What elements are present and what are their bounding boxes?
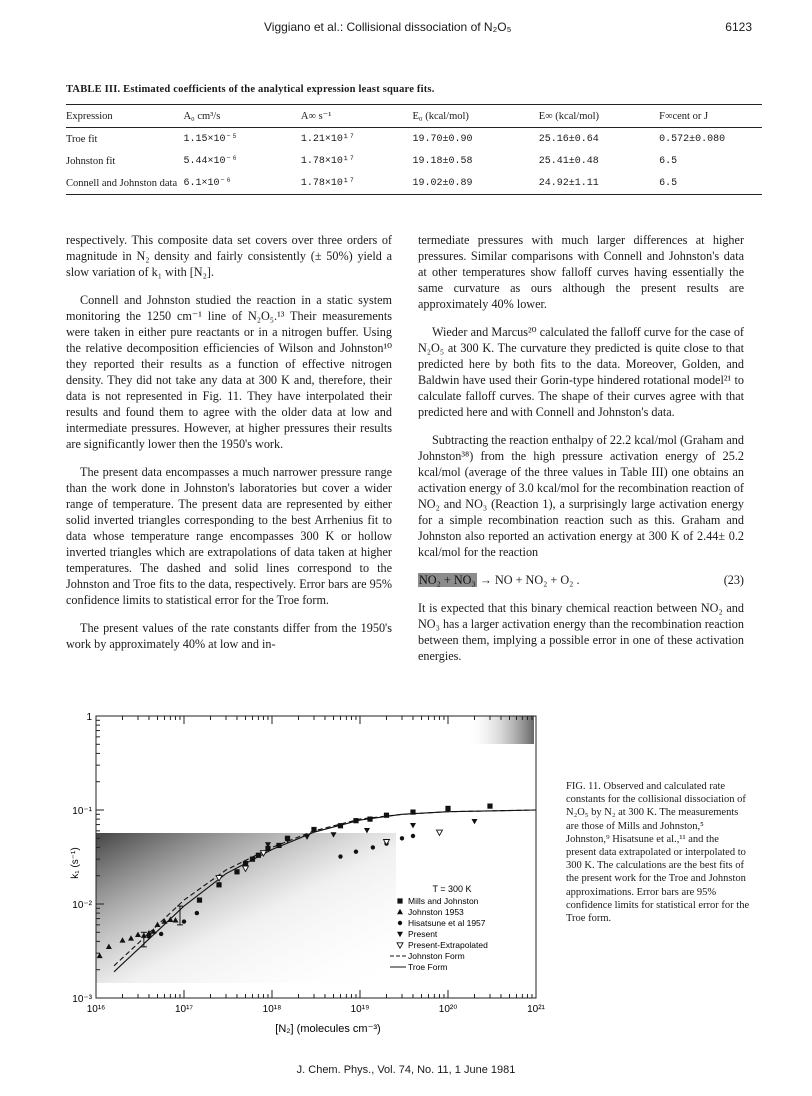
col-header: E₀ (kcal/mol) bbox=[413, 105, 539, 128]
legend-label: Johnston 1953 bbox=[408, 907, 464, 917]
data-point-square bbox=[311, 827, 316, 832]
legend-marker bbox=[397, 898, 402, 903]
legend-label: Present-Extrapolated bbox=[408, 940, 488, 950]
legend-marker bbox=[397, 943, 403, 948]
table-caption: TABLE III. Estimated coefficients of the analytical expression least square fits. bbox=[66, 84, 435, 95]
data-point-square bbox=[445, 806, 450, 811]
figure-11-chart bbox=[66, 708, 558, 1038]
paragraph: termediate pressures with much larger differences at higher pressures. Similar comparisons with Connell and Johnston's data at other temperatures show falloff curves having essentially the same curvature as ours although the present results are approximately 40% lower. bbox=[418, 233, 744, 311]
data-point-square bbox=[338, 823, 343, 828]
table-cell: 19.18±0.58 bbox=[412, 155, 473, 167]
table-cell: 25.16±0.64 bbox=[538, 133, 599, 145]
col-header: E∞ (kcal/mol) bbox=[539, 105, 659, 128]
x-tick-label: 10¹⁸ bbox=[262, 1004, 282, 1015]
paragraph: Connell and Johnston studied the reaction in a static system monitoring the 1250 cm⁻¹ line of N₂O₅.¹³ Their measurements were taken in either pure reactants or in a nitrogen buffer. Using the relative decomposition efficiencies of Wilson and Johnston¹⁰ they reported their results as a function of effective nitrogen density. They did not take any data at 300 K and, therefore, their data is not represented in Fig. 11. They have interpolated their results and found them to agree with the older data at low and intermediate pressures. However, at higher pressures their results are significantly lower then the 1950's work. bbox=[66, 293, 392, 451]
paragraph: The present values of the rate constants differ from the 1950's work by approximately 40% at low and in- bbox=[66, 621, 392, 651]
table-cell: 25.41±0.48 bbox=[538, 155, 599, 167]
data-point-circle bbox=[371, 845, 375, 849]
data-point-square bbox=[410, 809, 415, 814]
data-point-triangle-down bbox=[471, 819, 477, 824]
table-cell: 6.1×10⁻⁶ bbox=[183, 178, 232, 189]
scan-shading bbox=[96, 833, 396, 983]
x-tick-label: 10²¹ bbox=[527, 1004, 545, 1015]
paragraph: Subtracting the reaction enthalpy of 22.2 kcal/mol (Graham and Johnston³⁸) from the high pressure activation energy of 25.2 kcal/mol (average of the three values in Table III) one obtains an activation energy of 3.0 kcal/mol for the recombination reaction of NO₂ and NO₃ (Reaction 1), a surprisingly large activation energy for a simple recombination reaction such as this. Graham and Johnston also reported an activation energy at 300 K of 2.44± 0.2 kcal/mol for the reaction bbox=[418, 433, 744, 559]
x-axis-label: [N₂] (molecules cm⁻³) bbox=[275, 1023, 381, 1035]
y-tick-label: 10⁻³ bbox=[72, 994, 92, 1005]
equation-lhs: NO₂ + NO₃ bbox=[419, 573, 476, 587]
legend-marker bbox=[397, 932, 403, 937]
figure-caption: FIG. 11. Observed and calculated rate constants for the collisional dissociation of N₂O₅ by N₂ at 300 K. The measurements are those of Mills and Johnston,⁵ Johnston,⁹ Hisatsune et al.,¹¹ and the present data extrapolated or interpolated to 300 K. The calculations are the best fits of the present work for the Troe and Johnston approximations. Error bars are 95% confidence limits for statistical error for the Troe form. bbox=[566, 781, 750, 925]
table-cell: 6.5 bbox=[659, 155, 678, 167]
table-cell: 19.02±0.89 bbox=[412, 177, 473, 189]
col-header: F∞cent or J bbox=[659, 105, 762, 128]
paragraph: It is expected that this binary chemical reaction between NO₂ and NO₃ has a larger activation energy than the recombination reaction between them, implying a possible error in one of these activation energies. bbox=[418, 601, 744, 663]
y-axis-label: k₁ (s⁻¹) bbox=[70, 847, 81, 879]
table-cell: Connell and Johnston data bbox=[66, 177, 178, 189]
table-header-row bbox=[66, 105, 762, 128]
y-tick-label: 1 bbox=[86, 712, 92, 723]
legend-label: Mills and Johnston bbox=[408, 896, 479, 906]
data-point-square bbox=[276, 843, 281, 848]
table-cell: Johnston fit bbox=[66, 155, 116, 167]
right-column bbox=[418, 232, 744, 676]
col-header: A∞ s⁻¹ bbox=[301, 105, 413, 128]
running-header bbox=[0, 20, 812, 36]
page-number: 6123 bbox=[725, 20, 752, 34]
data-point-circle bbox=[338, 854, 342, 858]
data-point-circle bbox=[159, 932, 163, 936]
data-point-square bbox=[256, 853, 261, 858]
data-point-square bbox=[367, 817, 372, 822]
legend-label: Hisatsune et al 1957 bbox=[408, 918, 486, 928]
scan-shading bbox=[466, 716, 534, 744]
table-row bbox=[66, 172, 762, 195]
data-point-circle bbox=[400, 836, 404, 840]
data-point-square bbox=[216, 882, 221, 887]
table-row bbox=[66, 128, 762, 151]
table-cell: 6.5 bbox=[659, 177, 678, 189]
data-point-triangle-down bbox=[364, 828, 370, 833]
data-point-square bbox=[250, 857, 255, 862]
table-cell: 24.92±1.11 bbox=[538, 177, 599, 189]
left-column bbox=[66, 232, 392, 664]
legend-label: Johnston Form bbox=[408, 951, 465, 961]
table-cell: 1.78×10¹⁷ bbox=[300, 155, 355, 167]
legend-marker bbox=[397, 909, 403, 914]
data-point-square bbox=[234, 869, 239, 874]
table-cell: 1.21×10¹⁷ bbox=[300, 133, 355, 145]
table-cell: 0.572±0.080 bbox=[659, 133, 726, 145]
coefficients-table bbox=[66, 104, 762, 195]
data-point-square bbox=[243, 861, 248, 866]
col-header: Expression bbox=[66, 105, 183, 128]
table-cell: Troe fit bbox=[66, 133, 98, 145]
data-point-square bbox=[197, 898, 202, 903]
paragraph: Wieder and Marcus²⁰ calculated the falloff curve for the case of N₂O₅ at 300 K. The curvature they predicted is quite close to that predicted here by both fits to the data. Moreover, Golden, and Baldwin have used their Gorin-type hindered rotational model²¹ to calculate falloff curves. The shape of their curves agree with that predicted here and with Connell and Johnston's data. bbox=[418, 325, 744, 419]
legend bbox=[390, 884, 488, 972]
table-cell: 1.78×10¹⁷ bbox=[300, 177, 355, 189]
table-row bbox=[66, 150, 762, 172]
legend-label: Present bbox=[408, 929, 438, 939]
legend-title: T = 300 K bbox=[432, 884, 472, 894]
y-tick-label: 10⁻² bbox=[72, 900, 92, 911]
table-cell: 19.70±0.90 bbox=[412, 133, 473, 145]
y-tick-label: 10⁻¹ bbox=[72, 806, 92, 817]
table-cell: 5.44×10⁻⁶ bbox=[183, 156, 238, 167]
legend-label: Troe Form bbox=[408, 962, 448, 972]
data-point-circle bbox=[195, 911, 199, 915]
equation-number: (23) bbox=[723, 573, 744, 587]
x-tick-label: 10¹⁹ bbox=[350, 1004, 370, 1015]
col-header: A₀ cm³/s bbox=[183, 105, 300, 128]
legend-marker bbox=[398, 921, 402, 925]
data-point-circle bbox=[182, 919, 186, 923]
equation bbox=[418, 572, 744, 588]
x-tick-label: 10²⁰ bbox=[438, 1004, 458, 1015]
running-title: Viggiano et al.: Collisional dissociation of N₂O₅ bbox=[264, 20, 512, 34]
data-point-triangle-down bbox=[410, 823, 416, 828]
data-point-circle bbox=[411, 834, 415, 838]
data-point-circle bbox=[354, 850, 358, 854]
page-footer: J. Chem. Phys., Vol. 74, No. 11, 1 June 1981 bbox=[296, 1064, 516, 1076]
equation-rhs: → NO + NO₂ + O₂ . bbox=[479, 573, 580, 587]
data-point-triangle-down-open bbox=[436, 830, 442, 835]
paragraph: respectively. This composite data set covers over three orders of magnitude in N₂ density and fairly consistently (± 50%) yield a slow variation of k₁ with [N₂]. bbox=[66, 233, 392, 279]
data-point-circle bbox=[147, 934, 151, 938]
x-tick-label: 10¹⁶ bbox=[86, 1004, 106, 1015]
data-point-square bbox=[384, 813, 389, 818]
table-cell: 1.15×10⁻⁵ bbox=[183, 134, 238, 145]
x-tick-label: 10¹⁷ bbox=[174, 1004, 194, 1015]
paragraph: The present data encompasses a much narrower pressure range than the work done in Johnston's laboratories but cover a wider range of temperature. The present data are represented by either solid inverted triangles corresponding to the best Arrhenius fit to data whose temperature range encompasses 300 K or hollow inverted triangles which are extrapolations of data taken at higher temperatures. The dashed and solid lines correspond to the Johnston and Troe fits to the data, respectively. Error bars are 95% confidence limits to statistical error for the Troe form. bbox=[66, 465, 392, 607]
data-point-square bbox=[487, 804, 492, 809]
data-point-square bbox=[353, 818, 358, 823]
